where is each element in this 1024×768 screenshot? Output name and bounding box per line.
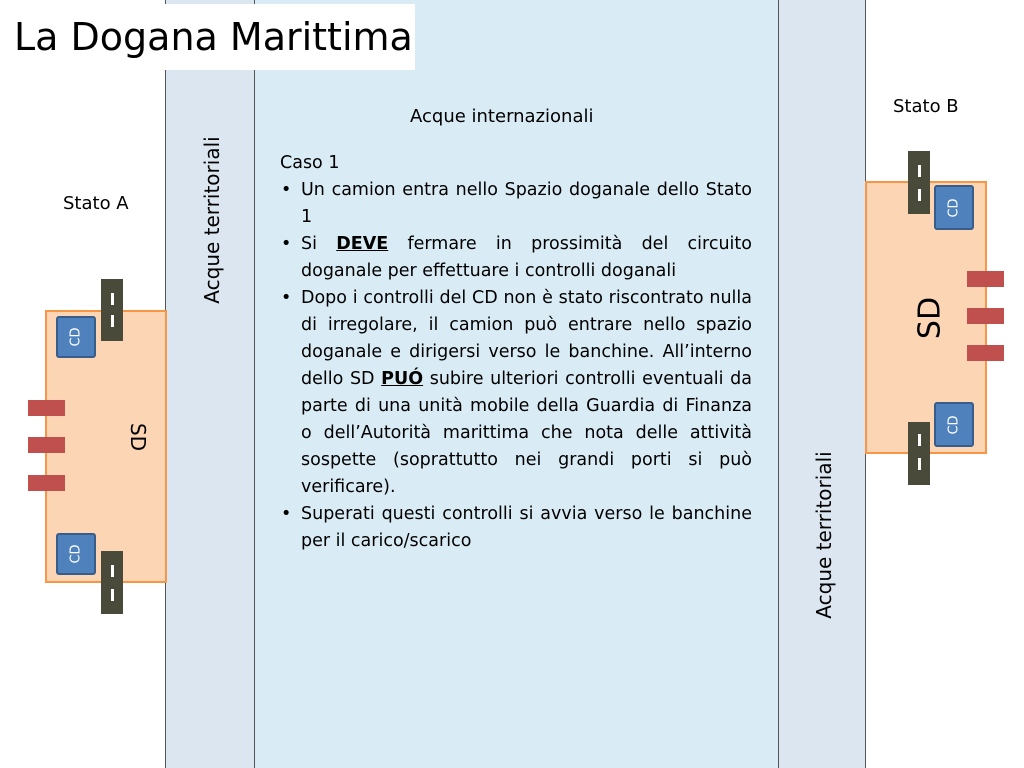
state-b-cd-bottom-label: CD — [946, 414, 962, 435]
state-a-cd-bottom-label: CD — [68, 544, 84, 564]
state-a-label: Stato A — [63, 193, 129, 214]
case-bullet-3-emphasis: PUÓ — [381, 369, 424, 389]
state-a-cd-top-label: CD — [68, 327, 84, 347]
state-a-customs-checkpoint-top — [56, 316, 96, 358]
state-a-quay-3 — [28, 475, 65, 491]
state-b-label: Stato B — [893, 96, 959, 117]
case-bullet-2-post: fermare in prossimità del circuito doganale per effettuare i controlli doganali — [301, 234, 752, 281]
case-bullet-2 — [280, 231, 752, 285]
case-description — [280, 150, 752, 555]
case-bullet-1 — [280, 177, 752, 231]
state-b-customs-checkpoint-top — [934, 185, 974, 230]
state-a-quay-1 — [28, 400, 65, 416]
case-bullet-1-text: Un camion entra nello Spazio doganale dello Stato 1 — [301, 180, 752, 227]
state-a-customs-checkpoint-bottom — [56, 533, 96, 575]
case-bullet-2-emphasis: DEVE — [336, 234, 389, 254]
case-bullet-3-pre: Dopo i controlli del CD non è stato riscontrato nulla di irregolare, il camion può entrare nello spazio doganale e dirigersi verso le banchine. All’interno dello SD — [301, 288, 752, 389]
state-a-road-bottom — [101, 551, 123, 614]
state-b-quay-2 — [967, 308, 1004, 324]
state-b-customs-checkpoint-bottom — [934, 402, 974, 447]
state-b-quay-1 — [967, 271, 1004, 287]
state-b-road-bottom — [908, 422, 930, 485]
left-territorial-label: Acque territoriali — [200, 136, 224, 304]
state-b-cd-top-label: CD — [946, 197, 962, 218]
page-title: La Dogana Marittima — [0, 4, 415, 70]
right-territorial-waters — [778, 0, 866, 768]
case-bullet-list — [280, 177, 752, 555]
right-territorial-label: Acque territoriali — [812, 451, 836, 619]
state-b-sd-label: SD — [912, 296, 948, 340]
case-bullet-4 — [280, 501, 752, 555]
case-bullet-3 — [280, 285, 752, 501]
state-a-road-top — [101, 279, 123, 341]
international-waters-label: Acque internazionali — [410, 106, 594, 127]
state-b-road-top — [908, 151, 930, 214]
case-bullet-2-pre: Si — [301, 234, 337, 254]
case-heading: Caso 1 — [280, 153, 340, 173]
state-a-quay-2 — [28, 437, 65, 453]
state-b-quay-3 — [967, 345, 1004, 361]
state-a-sd-label: SD — [126, 422, 150, 452]
case-bullet-4-text: Superati questi controlli si avvia verso le banchine per il carico/scarico — [301, 504, 752, 551]
left-territorial-waters — [165, 0, 255, 768]
case-bullet-3-post: subire ulteriori controlli eventuali da parte di una unità mobile della Guardia di Finanza o dell’Autorità marittima che nota delle attività sospette (soprattutto nei grandi porti si può verificare). — [301, 369, 752, 497]
